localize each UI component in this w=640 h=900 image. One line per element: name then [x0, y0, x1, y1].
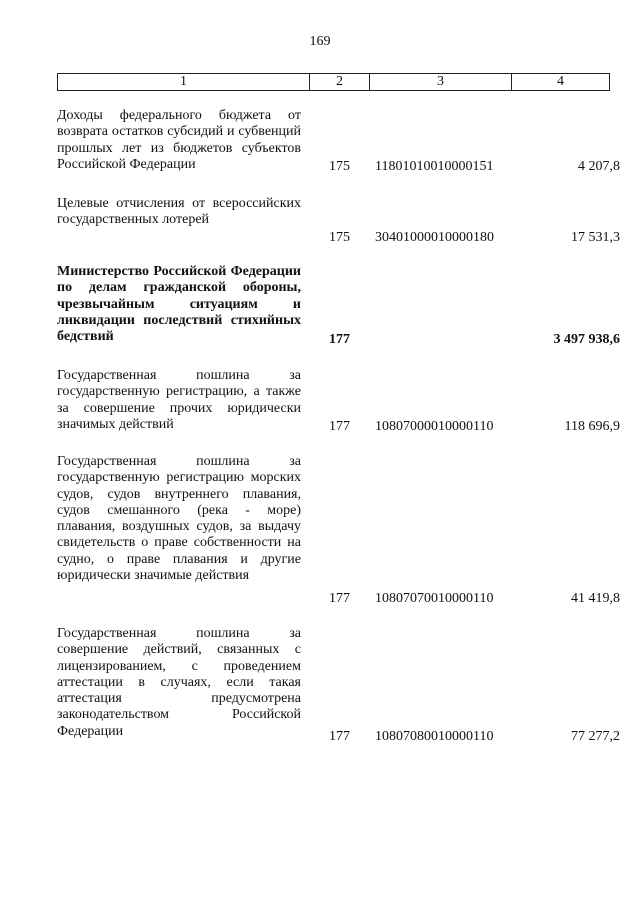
row-code: 175 [329, 230, 350, 245]
table-row [57, 626, 620, 746]
table-row [57, 368, 620, 438]
row-code: 177 [329, 591, 350, 606]
row-kbk: 10807080010000110 [375, 729, 494, 744]
table-row [57, 108, 620, 178]
row-amount: 118 696,9 [564, 419, 620, 434]
header-col-2: 2 [310, 74, 370, 90]
row-description: Государственная пошлина за совершение действий, связанных с лицензированием, с проведением аттестации в случаях, если такая аттестация предусмотрена законодательством Российской Федерации [57, 626, 301, 739]
table-row [57, 454, 620, 606]
row-code: 177 [329, 332, 350, 347]
row-code: 175 [329, 159, 350, 174]
page-number: 169 [309, 34, 331, 49]
row-amount: 3 497 938,6 [553, 332, 620, 347]
row-amount: 41 419,8 [571, 591, 620, 606]
row-description: Министерство Российской Федерации по делам гражданской обороны, чрезвычайным ситуациям и ликвидации последствий стихийных бедствий [57, 264, 301, 345]
row-kbk: 10807000010000110 [375, 419, 494, 434]
row-code: 177 [329, 419, 350, 434]
header-col-1: 1 [58, 74, 310, 90]
row-amount: 17 531,3 [571, 230, 620, 245]
row-amount: 77 277,2 [571, 729, 620, 744]
header-col-4: 4 [557, 74, 564, 89]
header-col-3: 3 [370, 74, 512, 90]
row-description: Целевые отчисления от всероссийских государственных лотерей [57, 196, 301, 228]
row-kbk: 10807070010000110 [375, 591, 494, 606]
row-kbk: 30401000010000180 [375, 230, 494, 245]
table-row [57, 264, 620, 350]
row-description: Государственная пошлина за государственную регистрацию, а также за совершение прочих юридически значимых действий [57, 368, 301, 432]
table-header [57, 73, 610, 91]
row-amount: 4 207,8 [578, 159, 620, 174]
row-kbk: 11801010010000151 [375, 159, 494, 174]
row-description: Доходы федерального бюджета от возврата остатков субсидий и субвенций прошлых лет из бюджетов субъектов Российской Федерации [57, 108, 301, 172]
row-code: 177 [329, 729, 350, 744]
table-row [57, 196, 620, 248]
row-description: Государственная пошлина за государственную регистрацию морских судов, судов внутреннего плавания, судов смешанного (река - море) плавания, воздушных судов, за выдачу свидетельств о праве собственности на судно, о праве плавания и другие юридически значимые действия [57, 454, 301, 584]
